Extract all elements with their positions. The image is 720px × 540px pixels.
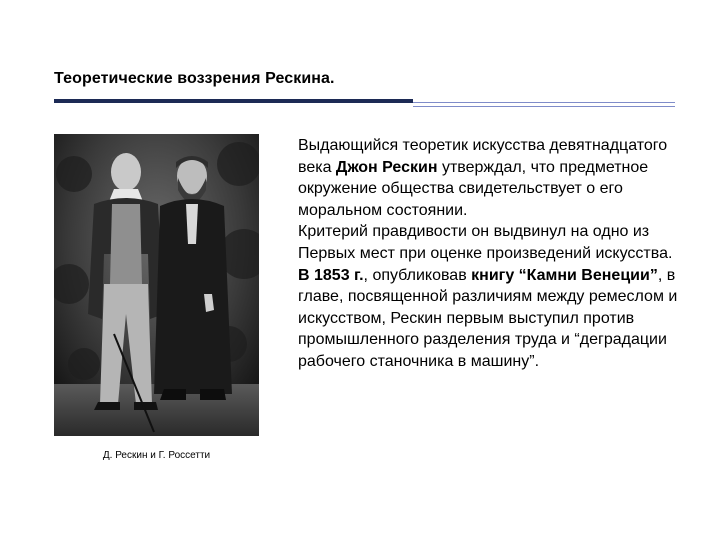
paragraph-1	[298, 135, 683, 221]
title-underline	[54, 99, 413, 103]
paragraph-2	[298, 221, 683, 372]
slide-title: Теоретические воззрения Рескина.	[54, 70, 335, 87]
p1-text-b: утверждал, что предметное окружение общества свидетельствует о его моральном состоянии.	[298, 158, 649, 219]
p1-ruskin-name: Джон Рескин	[335, 158, 438, 176]
p2-book-title: книгу “Камни Венеции”	[471, 266, 658, 284]
title-rule-thin-bottom	[413, 106, 675, 107]
body-text	[298, 135, 683, 373]
title-rule-thin-top	[413, 102, 675, 103]
p2-text-a: Критерий правдивости он выдвинул на одно из Первых мест при оценке произведений искусства.	[298, 223, 673, 262]
p2-year: В 1853 г.	[298, 266, 364, 284]
p2-text-b: , опубликовав	[363, 266, 472, 284]
photo-ruskin-rossetti	[54, 134, 259, 436]
p2-text-c: , в главе, посвященной различиям между ремеслом и искусством, Рескин первым выступил против промышленного разделения труда и “деградации рабочего станочника в машину”.	[298, 266, 678, 370]
photo-caption: Д. Рескин и Г. Россетти	[102, 450, 211, 461]
p1-text-a: Выдающийся теоретик искусства девятнадцатого века	[298, 137, 668, 176]
